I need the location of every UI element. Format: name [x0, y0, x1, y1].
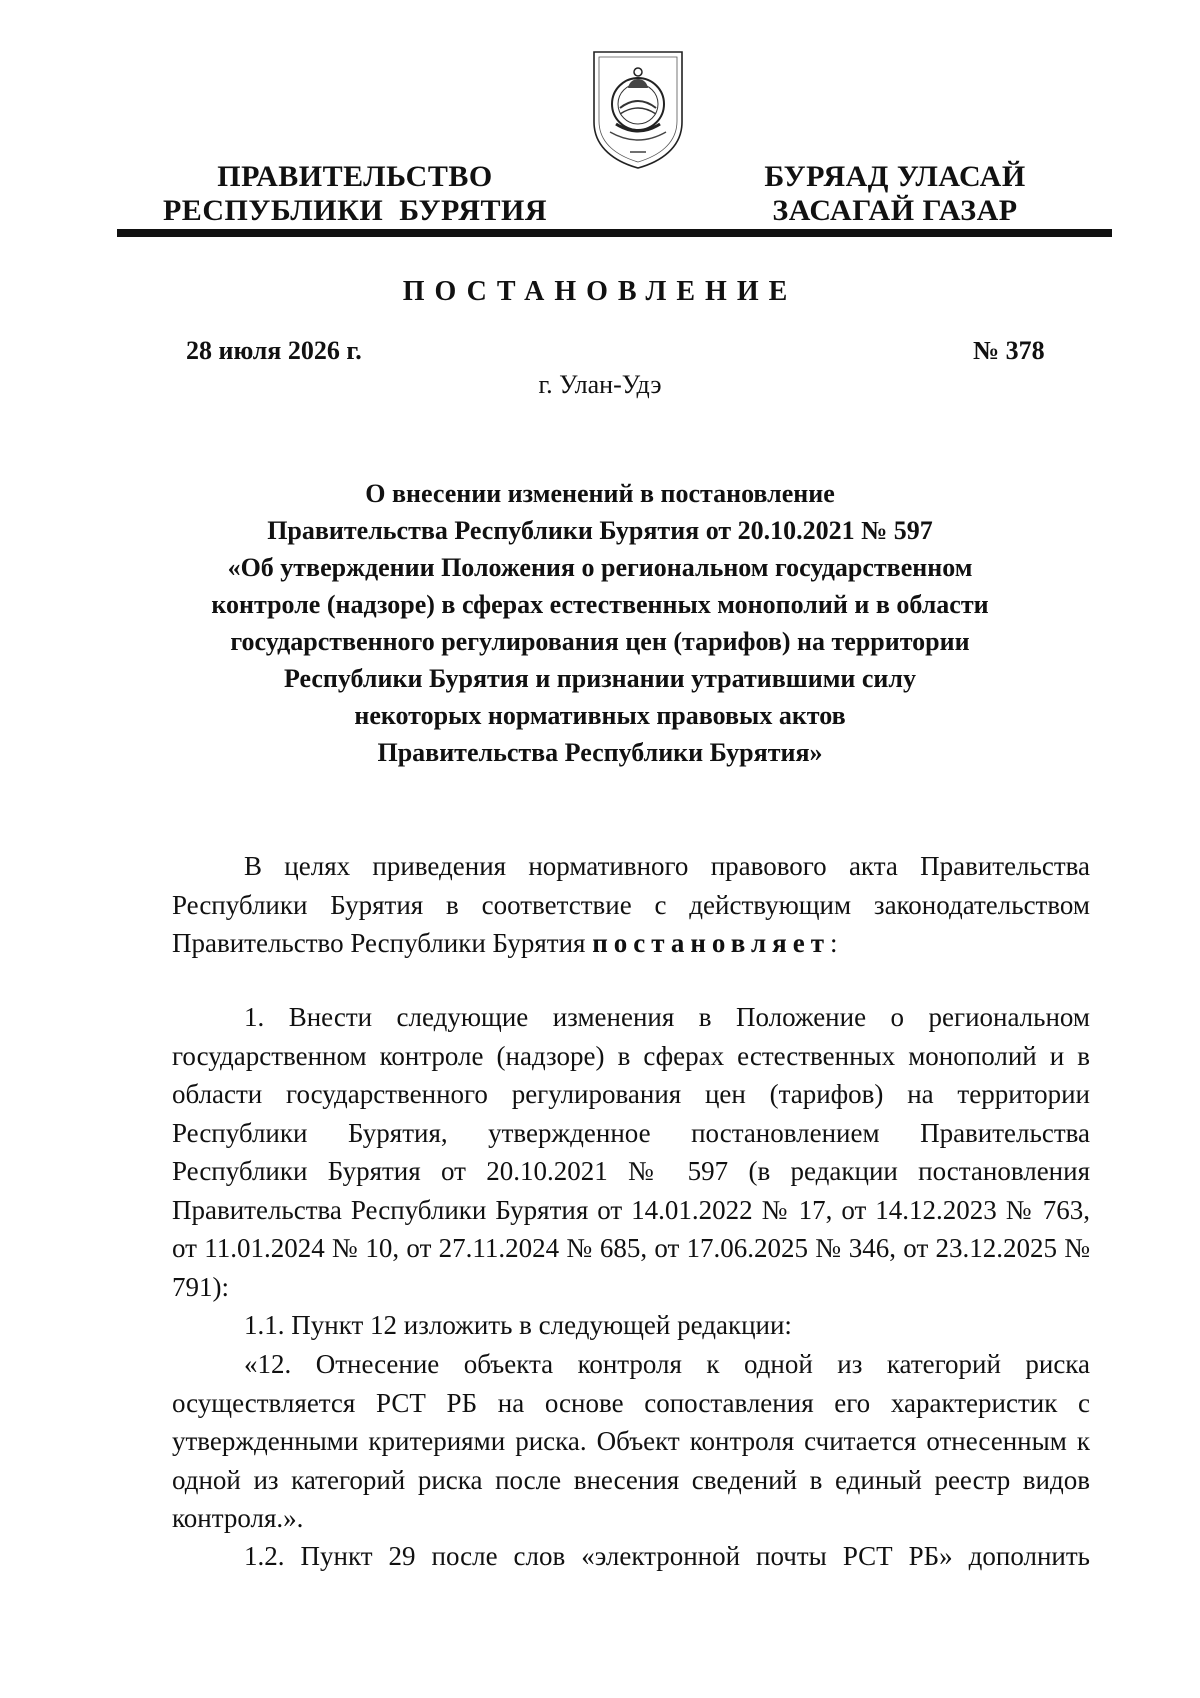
header-left-line-2: РЕСПУБЛИКИ БУРЯТИЯ: [162, 194, 548, 227]
title-line: Правительства Республики Бурятия»: [377, 738, 823, 767]
header-right-line-2: ЗАСАГАЙ ГАЗАР: [772, 194, 1018, 227]
title-line: Правительства Республики Бурятия от 20.10.2021 № 597: [267, 516, 933, 545]
title-line: государственного регулирования цен (тарифов) на территории: [230, 627, 970, 656]
document-number: № 378: [973, 336, 1045, 365]
title-line: контроле (надзоре) в сферах естественных монополий и в области: [211, 590, 989, 619]
item-1-1-quoted-text: «12. Отнесение объекта контроля к одной из категорий риска осуществляется РСТ РБ на основе сопоставления его характеристик с утвержденными критериями риска. Объект контроля считается отнесенным к одной из категорий риска после внесения сведений в единый реестр видов контроля.».: [172, 1349, 1090, 1533]
header-left-line-1: ПРАВИТЕЛЬСТВО: [217, 160, 493, 193]
preamble-paragraph: [172, 847, 1090, 963]
title-line: Республики Бурятия и признании утратившими силу: [283, 664, 916, 693]
decrees-word: постановляет: [592, 928, 830, 958]
header-divider: [117, 229, 1112, 237]
preamble-text: В целях приведения нормативного правового акта Правительства Республики Бурятия в соответствие с действующим законодательством Правительство Республики Бурятия: [172, 851, 1090, 958]
item-1-2-paragraph: 1.2. Пункт 29 после слов «электронной почты РСТ РБ» дополнить: [244, 1541, 1090, 1571]
title-line: «Об утверждении Положения о региональном государственном: [227, 553, 973, 582]
header-right-line-1: БУРЯАД УЛАСАЙ: [764, 160, 1026, 193]
item-1-1-paragraph: 1.1. Пункт 12 изложить в следующей редакции:: [244, 1310, 792, 1340]
document-title: [160, 475, 1040, 771]
document-city: г. Улан-Удэ: [538, 370, 662, 399]
document-date: 28 июля 2026 г.: [186, 336, 362, 365]
coat-of-arms-emblem: [590, 48, 686, 172]
government-name-buryat: [730, 160, 1060, 228]
item-1-paragraph: 1. Внести следующие изменения в Положение о региональном государственном контроле (надзоре) в сферах естественных монополий и в области государственного регулирования цен (тарифов) на территории Республики Бурятия, утвержденное постановлением Правительства Республики Бурятия от 20.10.2021 № 597 (в редакции постановления Правительства Республики Бурятия от 14.01.2022 № 17, от 14.12.2023 № 763, от 11.01.2024 № 10, от 27.11.2024 № 685, от 17.06.2025 № 346, от 23.12.2025 № 791):: [172, 1002, 1090, 1302]
preamble-colon: :: [829, 928, 838, 958]
title-line: О внесении изменений в постановление: [365, 479, 835, 508]
title-line: некоторых нормативных правовых актов: [354, 701, 846, 730]
government-name-russian: [160, 160, 550, 228]
document-type: ПОСТАНОВЛЕНИЕ: [402, 276, 798, 307]
